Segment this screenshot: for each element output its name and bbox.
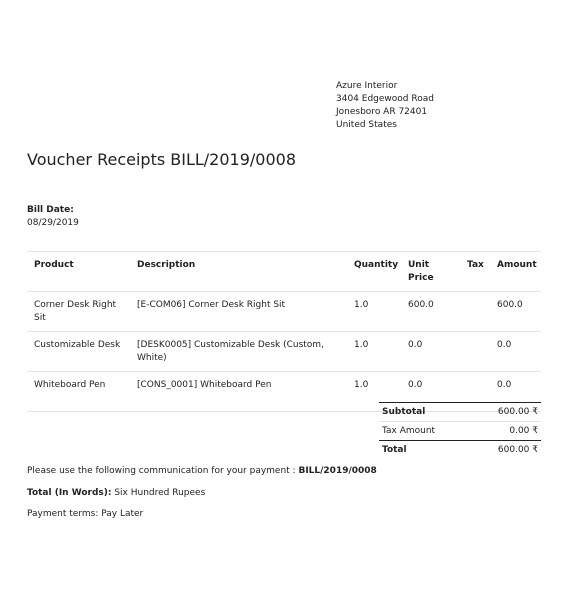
cell-amount: 0.0 <box>490 372 541 412</box>
cell-tax <box>460 292 490 332</box>
amount-in-words-value: Six Hundred Rupees <box>111 488 206 498</box>
cell-product: Whiteboard Pen <box>27 372 130 412</box>
table-row <box>27 332 541 372</box>
cell-unit-price: 0.0 <box>401 372 460 412</box>
bill-date-value: 08/29/2019 <box>27 218 79 228</box>
cell-quantity: 1.0 <box>347 332 401 372</box>
subtotal-row <box>379 403 541 422</box>
cell-quantity: 1.0 <box>347 372 401 412</box>
communication-reference: BILL/2019/0008 <box>298 466 377 476</box>
total-row <box>379 441 541 460</box>
table-row <box>27 292 541 332</box>
col-header-unit-price: Unit Price <box>401 252 460 292</box>
table-header-row <box>27 252 541 292</box>
cell-description: [CONS_0001] Whiteboard Pen <box>130 372 347 412</box>
cell-unit-price: 600.0 <box>401 292 460 332</box>
tax-amount-value: 0.00 ₹ <box>470 422 541 441</box>
company-street: 3404 Edgewood Road <box>336 94 434 104</box>
company-city: Jonesboro AR 72401 <box>336 107 428 117</box>
total-label: Total <box>379 441 470 460</box>
cell-amount: 600.0 <box>490 292 541 332</box>
col-header-tax: Tax <box>460 252 490 292</box>
col-header-amount: Amount <box>490 252 541 292</box>
communication-text: Please use the following communication for your payment : <box>27 466 299 476</box>
totals-table <box>379 402 541 459</box>
col-header-description: Description <box>130 252 347 292</box>
cell-unit-price: 0.0 <box>401 332 460 372</box>
cell-quantity: 1.0 <box>347 292 401 332</box>
bill-date-label: Bill Date: <box>27 205 74 215</box>
col-header-quantity: Quantity <box>347 252 401 292</box>
amount-in-words <box>27 488 205 498</box>
page-title: Voucher Receipts BILL/2019/0008 <box>27 150 296 169</box>
total-value: 600.00 ₹ <box>470 441 541 460</box>
col-header-product: Product <box>27 252 130 292</box>
payment-communication <box>27 466 377 476</box>
bill-date <box>27 204 79 230</box>
subtotal-value: 600.00 ₹ <box>470 403 541 422</box>
company-country: United States <box>336 120 397 130</box>
cell-description: [E-COM06] Corner Desk Right Sit <box>130 292 347 332</box>
subtotal-label: Subtotal <box>379 403 470 422</box>
amount-in-words-label: Total (In Words): <box>27 488 112 498</box>
cell-product: Corner Desk Right Sit <box>27 292 130 332</box>
cell-tax <box>460 332 490 372</box>
invoice-lines-table <box>27 251 541 412</box>
company-address <box>336 80 434 132</box>
company-name: Azure Interior <box>336 81 398 91</box>
payment-terms: Payment terms: Pay Later <box>27 509 144 519</box>
cell-amount: 0.0 <box>490 332 541 372</box>
tax-amount-row <box>379 422 541 441</box>
cell-description: [DESK0005] Customizable Desk (Custom, White) <box>130 332 347 372</box>
tax-amount-label: Tax Amount <box>379 422 470 441</box>
cell-product: Customizable Desk <box>27 332 130 372</box>
